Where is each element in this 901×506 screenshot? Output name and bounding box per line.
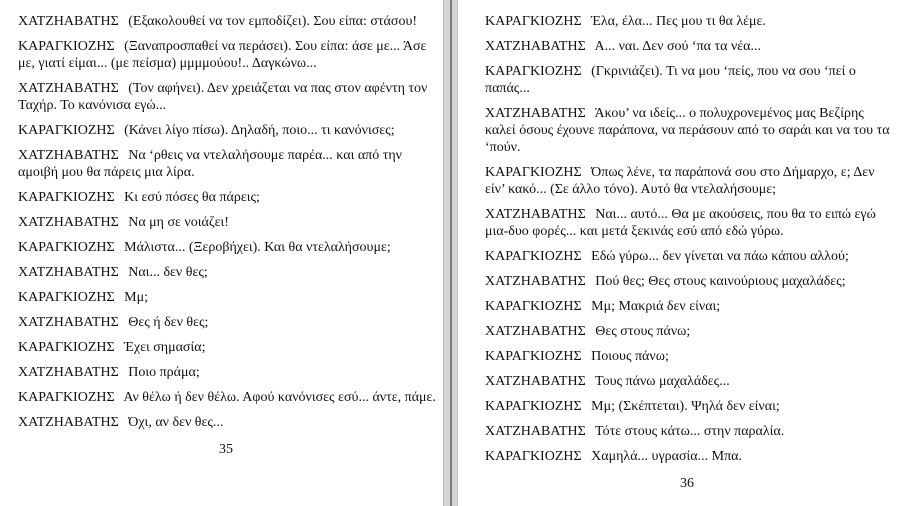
speaker-name: ΚΑΡΑΓΚΙΟΖΗΣ — [18, 39, 115, 54]
dialogue-text: Ποιο πράμα; — [128, 365, 200, 380]
dialogue-line — [485, 38, 897, 55]
dialogue-line — [485, 105, 897, 156]
dialogue-line — [485, 248, 897, 265]
dialogue-line — [485, 206, 897, 240]
book-spine-divider — [443, 0, 458, 506]
dialogue-line — [18, 314, 436, 331]
dialogue-line — [485, 448, 897, 465]
dialogue-line — [485, 373, 897, 390]
dialogue-text: Εδώ γύρω... δεν γίνεται να πάω κάπου αλλού; — [591, 249, 849, 264]
dialogue-text: Ναι... δεν θες; — [128, 265, 208, 280]
page-text — [485, 13, 897, 465]
dialogue-line — [485, 13, 897, 30]
speaker-name: ΧΑΤΖΗΑΒΑΤΗΣ — [485, 39, 586, 54]
page-column — [485, 0, 897, 504]
dialogue-line — [18, 339, 436, 356]
dialogue-text: Μμ; (Σκέπτεται). Ψηλά δεν είναι; — [591, 399, 780, 414]
dialogue-text: Μμ; Μακριά δεν είναι; — [591, 299, 721, 314]
dialogue-text: (Κάνει λίγο πίσω). Δηλαδή, ποιο... τι κανόνισες; — [124, 123, 395, 138]
speaker-name: ΧΑΤΖΗΑΒΑΤΗΣ — [18, 81, 119, 96]
dialogue-line — [18, 239, 436, 256]
speaker-name: ΚΑΡΑΓΚΙΟΖΗΣ — [485, 449, 582, 464]
speaker-name: ΧΑΤΖΗΑΒΑΤΗΣ — [18, 365, 119, 380]
dialogue-text: Θες στους πάνω; — [595, 324, 691, 339]
speaker-name: ΧΑΤΖΗΑΒΑΤΗΣ — [18, 315, 119, 330]
dialogue-line — [18, 38, 436, 72]
speaker-name: ΚΑΡΑΓΚΙΟΖΗΣ — [18, 123, 115, 138]
dialogue-line — [485, 273, 897, 290]
speaker-name: ΚΑΡΑΓΚΙΟΖΗΣ — [485, 165, 582, 180]
dialogue-text: Α... ναι. Δεν σού ‘πα τα νέα... — [594, 39, 761, 54]
speaker-name: ΚΑΡΑΓΚΙΟΖΗΣ — [485, 399, 582, 414]
speaker-name: ΧΑΤΖΗΑΒΑΤΗΣ — [485, 324, 586, 339]
dialogue-text: Να ‘ρθεις να ντελαλήσουμε παρέα... και από την αμοιβή μου θα πάρεις μια λίρα. — [18, 148, 403, 180]
speaker-name: ΚΑΡΑΓΚΙΟΖΗΣ — [18, 190, 115, 205]
dialogue-text: Κι εσύ πόσες θα πάρεις; — [124, 190, 260, 205]
left-page — [0, 0, 443, 506]
speaker-name: ΚΑΡΑΓΚΙΟΖΗΣ — [485, 349, 582, 364]
speaker-name: ΧΑΤΖΗΑΒΑΤΗΣ — [18, 148, 119, 163]
dialogue-line — [18, 189, 436, 206]
dialogue-line — [485, 423, 897, 440]
dialogue-text: (Ξαναπροσπαθεί να περάσει). Σου είπα: άσε με... Άσε με, γιατί είμαι... (με πείσμα) μμμμούου!.. Δαγκώνω... — [18, 39, 427, 71]
speaker-name: ΧΑΤΖΗΑΒΑΤΗΣ — [18, 215, 119, 230]
spine-edge — [443, 0, 444, 506]
speaker-name: ΧΑΤΖΗΑΒΑΤΗΣ — [485, 274, 586, 289]
speaker-name: ΧΑΤΖΗΑΒΑΤΗΣ — [485, 374, 586, 389]
speaker-name: ΚΑΡΑΓΚΙΟΖΗΣ — [18, 390, 115, 405]
dialogue-line — [18, 13, 436, 30]
dialogue-text: (Εξακολουθεί να τον εμποδίζει). Σου είπα: στάσου! — [128, 14, 418, 29]
dialogue-line — [18, 80, 436, 114]
dialogue-text: Θες ή δεν θες; — [128, 315, 209, 330]
dialogue-text: Τότε στους κάτω... στην παραλία. — [594, 424, 785, 439]
dialogue-line — [485, 63, 897, 97]
speaker-name: ΧΑΤΖΗΑΒΑΤΗΣ — [485, 207, 586, 222]
speaker-name: ΧΑΤΖΗΑΒΑΤΗΣ — [18, 14, 119, 29]
page-column — [18, 0, 436, 470]
dialogue-text: Χαμηλά... υγρασία... Μπα. — [591, 449, 742, 464]
speaker-name: ΚΑΡΑΓΚΙΟΖΗΣ — [485, 64, 582, 79]
dialogue-line — [18, 264, 436, 281]
speaker-name: ΚΑΡΑΓΚΙΟΖΗΣ — [18, 290, 115, 305]
speaker-name: ΚΑΡΑΓΚΙΟΖΗΣ — [18, 240, 115, 255]
speaker-name: ΧΑΤΖΗΑΒΑΤΗΣ — [18, 415, 119, 430]
dialogue-line — [485, 398, 897, 415]
spine-line — [450, 0, 452, 506]
dialogue-text: Έχει σημασία; — [124, 340, 206, 355]
dialogue-text: Μάλιστα... (Ξεροβήχει). Και θα ντελαλήσουμε; — [124, 240, 391, 255]
dialogue-text: Έλα, έλα... Πες μου τι θα λέμε. — [591, 14, 766, 29]
speaker-name: ΚΑΡΑΓΚΙΟΖΗΣ — [18, 340, 115, 355]
speaker-name: ΚΑΡΑΓΚΙΟΖΗΣ — [485, 249, 582, 264]
dialogue-line — [18, 289, 436, 306]
dialogue-text: Να μη σε νοιάζει! — [128, 215, 229, 230]
dialogue-text: Άκου’ να ιδείς... ο πολυχρονεμένος μας Βεζίρης καλεί όσους έχουνε παράπονα, να περάσουν από το σαράι και να του τα ‘πούν. — [485, 106, 890, 155]
page-number: 36 — [680, 476, 694, 491]
dialogue-line — [485, 348, 897, 365]
dialogue-line — [485, 164, 897, 198]
dialogue-line — [485, 323, 897, 340]
dialogue-text: Αν θέλω ή δεν θέλω. Αφού κανόνισες εσύ... άντε, πάμε. — [123, 390, 436, 405]
speaker-name: ΧΑΤΖΗΑΒΑΤΗΣ — [485, 106, 586, 121]
dialogue-text: (Τον αφήνει). Δεν χρειάζεται να πας στον αφέντη τον Ταχήρ. Το κανόνισα εγώ... — [18, 81, 428, 113]
right-page — [458, 0, 901, 506]
dialogue-line — [18, 389, 436, 406]
page-text — [18, 13, 436, 431]
dialogue-line — [18, 414, 436, 431]
dialogue-line — [485, 298, 897, 315]
dialogue-text: Όχι, αν δεν θες... — [128, 415, 224, 430]
page-number: 35 — [219, 442, 233, 457]
dialogue-line — [18, 214, 436, 231]
dialogue-line — [18, 147, 436, 181]
dialogue-line — [18, 122, 436, 139]
dialogue-text: Τους πάνω μαχαλάδες... — [594, 374, 730, 389]
speaker-name: ΧΑΤΖΗΑΒΑΤΗΣ — [18, 265, 119, 280]
dialogue-text: Ποιους πάνω; — [591, 349, 669, 364]
speaker-name: ΚΑΡΑΓΚΙΟΖΗΣ — [485, 14, 582, 29]
dialogue-text: Πού θες; Θες στους καινούριους μαχαλάδες; — [595, 274, 846, 289]
dialogue-text: Μμ; — [124, 290, 148, 305]
dialogue-text: Ναι... αυτό... Θα με ακούσεις, που θα το ειπώ εγώ μια-δυο φορές... και μετά ξεκινάς εσύ από εδώ γύρω. — [485, 207, 876, 239]
dialogue-text: (Γκρινιάζει). Τι να μου ‘πείς, που να σου ‘πεί ο παπάς... — [485, 64, 856, 96]
speaker-name: ΧΑΤΖΗΑΒΑΤΗΣ — [485, 424, 586, 439]
dialogue-text: Όπως λένε, τα παράπονά σου στο Δήμαρχο, ε; Δεν είν’ κακό... (Σε άλλο τόνο). Αυτό θα ντελαλήσουμε; — [485, 165, 875, 197]
dialogue-line — [18, 364, 436, 381]
speaker-name: ΚΑΡΑΓΚΙΟΖΗΣ — [485, 299, 582, 314]
